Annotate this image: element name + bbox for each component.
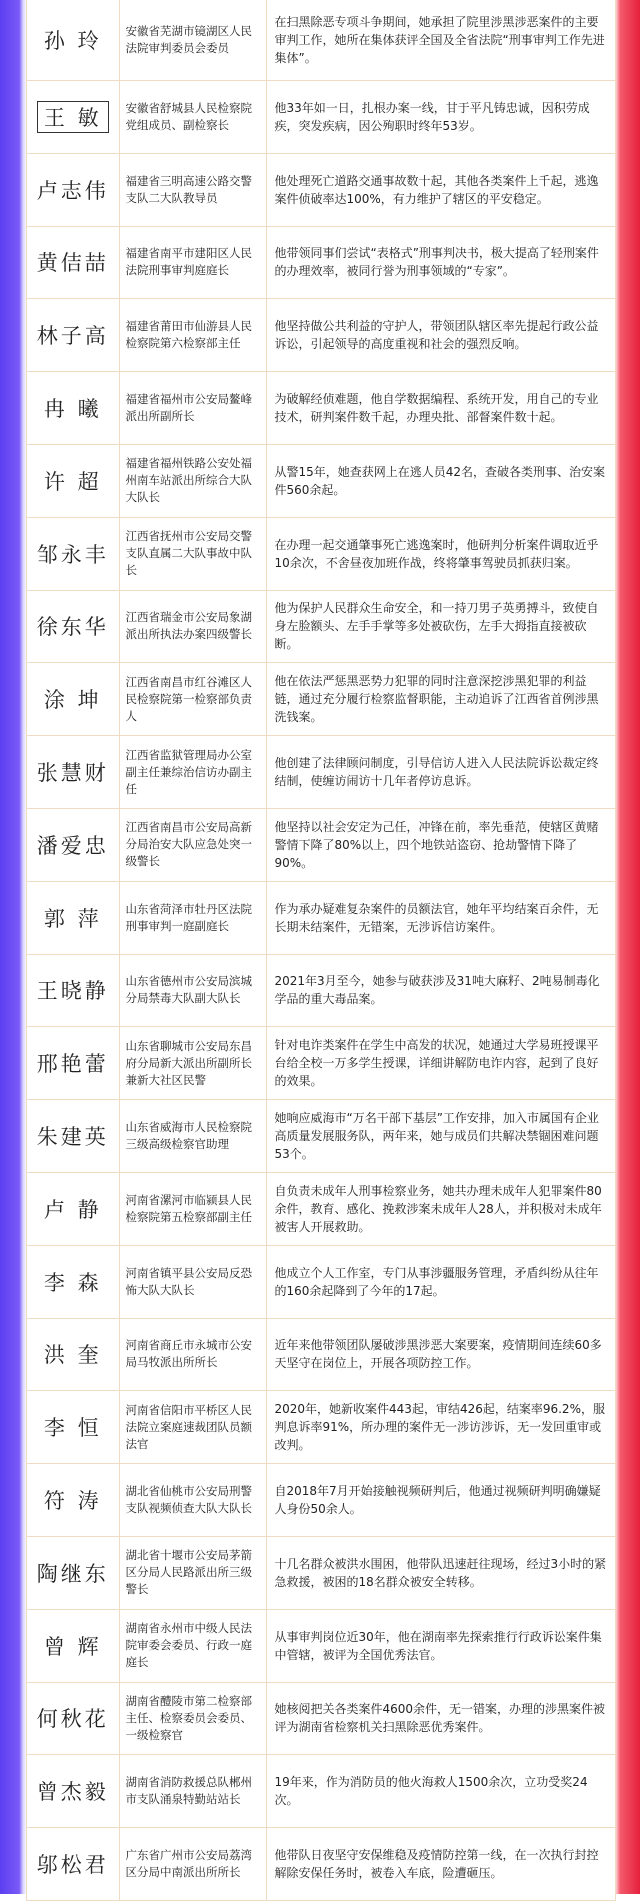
person-name: 徐东华 [36,615,109,640]
person-name: 黄佶喆 [36,251,109,276]
person-title: 河南省漯河市临颍县人民检察院第五检察部副主任 [119,1172,266,1245]
person-description: 他带队日夜坚守安保维稳及疫情防控第一线，在一次执行封控解除安保任务时，被卷入车底，险遭砸压。 [266,1828,615,1901]
person-description: 他处理死亡道路交通事故数十起，其他各类案件上千起，逃逸案件侦破率达100%，有力维护了辖区的平安稳定。 [266,153,615,226]
person-description: 他创建了法律顾问制度，引导信访人进入人民法院诉讼裁定终结制，使缠访闹访十几年者停访息诉。 [266,736,615,809]
honor-table [27,0,615,1901]
person-title: 福建省福州市公安局鳌峰派出所副所长 [119,372,266,445]
person-title: 广东省广州市公安局荔湾区分局中南派出所所长 [119,1828,266,1901]
person-description: 在扫黑除恶专项斗争期间，她承担了院里涉黑涉恶案件的主要审判工作，她所在集体获评全国及全省法院“刑事审判工作先进集体”。 [266,0,615,81]
person-title: 湖南省醴陵市第二检察部主任、检察委员会委员、一级检察官 [119,1682,266,1755]
person-name: 张慧财 [36,761,109,786]
person-name-cell [27,590,119,663]
person-name: 林子高 [36,324,109,349]
table-row [27,517,615,590]
table-row [27,299,615,372]
person-description: 近年来他带领团队屡破涉黑涉恶大案要案，疫情期间连续60多天坚守在岗位上，开展各项防控工作。 [266,1318,615,1391]
person-title: 福建省福州铁路公安处福州南车站派出所综合大队大队长 [119,444,266,517]
person-name: 朱建英 [36,1125,109,1150]
person-name-cell [27,0,119,81]
table-row [27,1318,615,1391]
person-name-cell [27,1609,119,1682]
honor-table-wrap [26,0,616,1901]
table-row [27,1682,615,1755]
person-title: 江西省监狱管理局办公室副主任兼综治信访办副主任 [119,736,266,809]
person-name: 涂 坤 [43,688,102,713]
person-title: 江西省瑞金市公安局象湖派出所执法办案四级警长 [119,590,266,663]
person-title: 河南省商丘市永城市公安局马牧派出所所长 [119,1318,266,1391]
person-name-cell [27,1027,119,1100]
table-row [27,0,615,81]
person-title: 湖南省消防救援总队郴州市支队涌泉特勤站站长 [119,1755,266,1828]
person-name-cell [27,299,119,372]
person-name: 卢志伟 [36,178,109,203]
person-name-cell [27,1755,119,1828]
person-description: 他33年如一日，扎根办案一线，甘于平凡铸忠诚，因积劳成疾，突发疾病，因公殉职时终年53岁。 [266,81,615,154]
person-title: 河南省镇平县公安局反恐怖大队大队长 [119,1245,266,1318]
person-title: 湖北省十堰市公安局茅箭区分局人民路派出所三级警长 [119,1536,266,1609]
person-name-cell [27,663,119,736]
person-title: 湖南省永州市中级人民法院审委会委员、行政一庭庭长 [119,1609,266,1682]
table-row [27,954,615,1027]
person-name-cell [27,1245,119,1318]
table-row [27,1609,615,1682]
table-row [27,444,615,517]
table-row [27,372,615,445]
person-name: 邹永丰 [36,542,109,567]
person-name: 冉 曦 [43,397,102,422]
person-title: 福建省莆田市仙游县人民检察院第六检察部主任 [119,299,266,372]
person-name-cell [27,81,119,154]
table-row [27,226,615,299]
person-name: 符 涛 [43,1489,102,1514]
person-name-cell [27,1464,119,1537]
person-description: 作为承办疑难复杂案件的员额法官，她年平均结案百余件，无长期未结案件，无错案，无涉诉信访案件。 [266,881,615,954]
person-description: 十几名群众被洪水围困，他带队迅速赶往现场，经过3小时的紧急救援，被困的18名群众被安全转移。 [266,1536,615,1609]
person-description: 从事审判岗位近30年，他在湖南率先探索推行行政诉讼案件集中管辖，被评为全国优秀法官。 [266,1609,615,1682]
table-row [27,1100,615,1173]
person-name-cell [27,1682,119,1755]
table-row [27,1172,615,1245]
person-description: 他成立个人工作室，专门从事涉疆服务管理，矛盾纠纷从往年的160余起降到了今年的17起。 [266,1245,615,1318]
person-name-cell [27,1318,119,1391]
person-title: 江西省南昌市红谷滩区人民检察院第一检察部负责人 [119,663,266,736]
person-name-cell [27,1391,119,1464]
person-title: 山东省德州市公安局滨城分局禁毒大队副大队长 [119,954,266,1027]
person-description: 从警15年，她查获网上在逃人员42名，查破各类刑事、治安案件560余起。 [266,444,615,517]
person-name-cell [27,736,119,809]
table-row [27,1245,615,1318]
person-title: 安徽省舒城县人民检察院党组成员、副检察长 [119,81,266,154]
table-row [27,736,615,809]
table-row [27,808,615,881]
table-row [27,1391,615,1464]
person-name-cell [27,1100,119,1173]
table-row [27,153,615,226]
person-name: 何秋花 [36,1707,109,1732]
person-description: 自2018年7月开始接触视频研判后，他通过视频研判明确嫌疑人身份50余人。 [266,1464,615,1537]
person-title: 江西省抚州市公安局交警支队直属二大队事故中队长 [119,517,266,590]
person-title: 山东省聊城市公安局东昌府分局新大派出所副所长兼新大社区民警 [119,1027,266,1100]
person-description: 19年来，作为消防员的他火海救人1500余次，立功受奖24次。 [266,1755,615,1828]
person-name: 王 敏 [37,101,109,133]
person-title: 山东省菏泽市牡丹区法院刑事审判一庭副庭长 [119,881,266,954]
person-name-cell [27,808,119,881]
person-description: 他坚持做公共利益的守护人，带领团队辖区率先提起行政公益诉讼，引起领导的高度重视和社会的强烈反响。 [266,299,615,372]
person-name: 邢艳蕾 [36,1052,109,1077]
person-description: 2021年3月至今，她参与破获涉及31吨大麻籽、2吨易制毒化学品的重大毒品案。 [266,954,615,1027]
person-title: 河南省信阳市平桥区人民法院立案庭速裁团队员额法官 [119,1391,266,1464]
person-name-cell [27,372,119,445]
person-name: 李 森 [43,1270,102,1295]
person-description: 自负责未成年人刑事检察业务，她共办理未成年人犯罪案件80余件，教育、感化、挽救涉案未成年人28人，并积极对未成年被害人开展救助。 [266,1172,615,1245]
person-name: 邬松君 [36,1853,109,1878]
person-title: 江西省南昌市公安局高新分局治安大队应急处突一级警长 [119,808,266,881]
person-name: 李 恒 [43,1416,102,1441]
person-description: 2020年，她新收案件443起，审结426起，结案率96.2%，服判息诉率91%，所办理的案件无一涉访涉诉，无一发回重审或改判。 [266,1391,615,1464]
person-description: 他带领同事们尝试“表格式”刑事判决书，极大提高了轻刑案件的办理效率，被同行誉为刑事领域的“专家”。 [266,226,615,299]
person-name-cell [27,226,119,299]
person-name: 王晓静 [36,979,109,1004]
person-name: 郭 萍 [43,906,102,931]
person-name: 曾杰毅 [36,1780,109,1805]
table-row [27,881,615,954]
person-description: 在办理一起交通肇事死亡逃逸案时，他研判分析案件调取近乎10余次，不舍昼夜加班作战，终将肇事驾驶员抓获归案。 [266,517,615,590]
person-title: 山东省威海市人民检察院三级高级检察官助理 [119,1100,266,1173]
person-description: 他为保护人民群众生命安全，和一持刀男子英勇搏斗，致使自身左脸额头、左手手掌等多处被砍伤，左手大拇指直接被砍断。 [266,590,615,663]
person-name-cell [27,1172,119,1245]
person-description: 她核阅把关各类案件4600余件，无一错案，办理的涉黑案件被评为湖南省检察机关扫黑除恶优秀案件。 [266,1682,615,1755]
table-row [27,81,615,154]
person-title: 湖北省仙桃市公安局刑警支队视频侦查大队大队长 [119,1464,266,1537]
person-name-cell [27,881,119,954]
person-name-cell [27,1536,119,1609]
person-title: 福建省三明高速公路交警支队二大队教导员 [119,153,266,226]
person-name: 卢 静 [43,1197,102,1222]
person-name: 曾 辉 [43,1634,102,1659]
table-row [27,590,615,663]
person-name-cell [27,153,119,226]
table-row [27,663,615,736]
person-name: 许 超 [43,469,102,494]
person-name-cell [27,954,119,1027]
person-description: 为破解经侦难题，他自学数据编程、系统开发，用自己的专业技术，研判案件数千起，办理央批、部督案件数十起。 [266,372,615,445]
person-title: 安徽省芜湖市镜湖区人民法院审判委员会委员 [119,0,266,81]
person-description: 他在依法严惩黑恶势力犯罪的同时注意深挖涉黑犯罪的利益链，通过充分履行检察监督职能，主动追诉了江西省首例涉黑洗钱案。 [266,663,615,736]
table-row [27,1464,615,1537]
person-name: 潘爱忠 [36,833,109,858]
person-name: 洪 奎 [43,1343,102,1368]
person-name: 孙 玲 [43,29,102,53]
table-row [27,1828,615,1901]
person-name-cell [27,444,119,517]
honor-table-body [27,0,615,1900]
table-row [27,1027,615,1100]
table-row [27,1536,615,1609]
person-description: 她响应威海市“万名干部下基层”工作安排，加入市属国有企业高质量发展服务队，两年来，她与成员们共解决禁锢困难问题53个。 [266,1100,615,1173]
person-name-cell [27,517,119,590]
person-name-cell [27,1828,119,1901]
person-title: 福建省南平市建阳区人民法院刑事审判庭庭长 [119,226,266,299]
person-name: 陶继东 [36,1561,109,1586]
person-description: 针对电诈类案件在学生中高发的状况，她通过大学易班授课平台给全校一万多学生授课，详细讲解防电诈内容，起到了良好的效果。 [266,1027,615,1100]
person-description: 他坚持以社会安定为己任，冲锋在前，率先垂范，使辖区黄赌警情下降了80%以上，四个地铁站盗窃、抢劫警情下降了90%。 [266,808,615,881]
table-row [27,1755,615,1828]
